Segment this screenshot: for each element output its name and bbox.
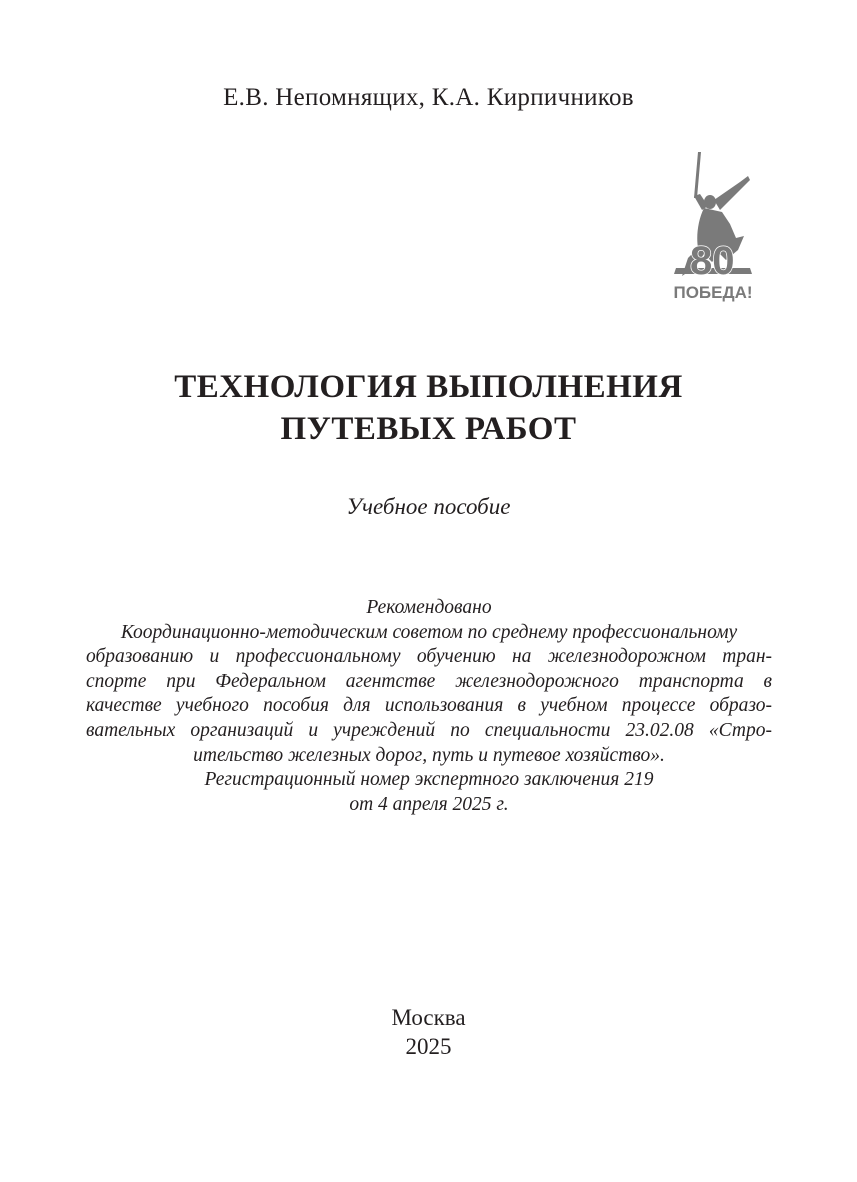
recommendation-line: вательных организаций и учреждений по специальности 23.02.08 «Стро-	[86, 719, 772, 741]
imprint-year: 2025	[405, 1034, 452, 1059]
book-title	[0, 366, 857, 450]
imprint-city: Москва	[391, 1005, 466, 1030]
victory-80-emblem	[668, 150, 758, 305]
recommendation-heading: Рекомендовано	[366, 597, 492, 618]
imprint	[0, 1003, 857, 1061]
recommendation-line: Координационно-методическим советом по среднему профессиональному	[120, 621, 738, 643]
recommendation-line: ительство железных дорог, путь и путевое хозяйство».	[193, 744, 665, 766]
book-title-line-1: ТЕХНОЛОГИЯ ВЫПОЛНЕНИЯ	[174, 369, 683, 405]
book-title-line-2: ПУТЕВЫХ РАБОТ	[280, 411, 577, 447]
recommendation-line: спорте при Федеральном агентстве железнодорожного транспорта в	[86, 670, 772, 692]
emblem-caption: ПОБЕДА!	[673, 283, 753, 302]
book-subtitle: Учебное пособие	[346, 494, 511, 519]
recommendation-block	[86, 596, 772, 817]
recommendation-line: образованию и профессиональному обучению на железнодорожном тран-	[86, 646, 772, 668]
recommendation-line: качестве учебного пособия для использования в учебном процессе образо-	[86, 695, 772, 717]
authors: Е.В. Непомнящих, К.А. Кирпичников	[223, 84, 634, 111]
emblem-number: 80	[690, 239, 735, 283]
registration-number: Регистрационный номер экспертного заключения 219	[204, 769, 654, 791]
registration-date: от 4 апреля 2025 г.	[349, 793, 509, 815]
